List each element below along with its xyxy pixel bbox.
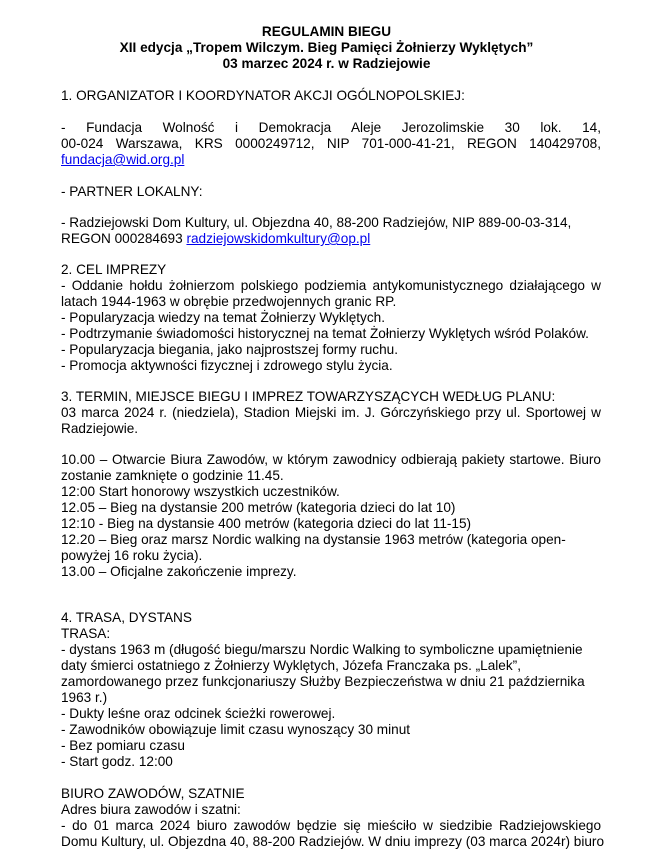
goal-line-3: - Popularyzacja wiedzy na temat Żołnierzy Wyklętych. <box>61 310 385 325</box>
section-1-heading: 1. ORGANIZATOR I KOORDYNATOR AKCJI OGÓLNOPOLSKIEJ: <box>61 88 465 103</box>
goal-line-5: - Popularyzacja biegania, jako najprostszej formy ruchu. <box>61 342 398 357</box>
partner-email-link[interactable]: radziejowskidomkultury@op.pl <box>186 231 371 246</box>
partner-line-2 <box>61 231 370 247</box>
schedule-line-2: zostanie zamknięte o godzinie 11.45. <box>61 468 284 483</box>
route-line-2: daty śmierci ostatniego z Żołnierzy Wyklętych, Józefa Franczaka ps. „Lalek”, <box>61 658 521 673</box>
goal-line-6: - Promocja aktywności fizycznej i zdrowego stylu życia. <box>61 358 393 373</box>
route-line-4: 1963 r.) <box>61 690 108 705</box>
schedule-line-7: powyżej 16 roku życia). <box>61 548 203 563</box>
route-line-1: - dystans 1963 m (długość biegu/marszu Nordic Walking to symboliczne upamiętnienie <box>61 642 583 657</box>
organizer-email-link[interactable]: fundacja@wid.org.pl <box>61 152 185 167</box>
date-place-line-1: 03 marca 2024 r. (niedziela), Stadion Miejski im. J. Górczyńskiego przy ul. Sportowej w <box>61 405 601 420</box>
organizer-email-line <box>61 152 184 168</box>
document-subtitle: XII edycja „Tropem Wilczym. Bieg Pamięci Żołnierzy Wyklętych” <box>119 40 534 55</box>
route-line-3: zamordowanego przez funkcjonariuszy Służby Bezpieczeństwa w dniu 21 października <box>61 674 585 689</box>
schedule-line-6: 12.20 – Bieg oraz marsz Nordic walking na dystansie 1963 metrów (kategoria open- <box>61 532 566 547</box>
goal-line-2: latach 1944-1963 w obrębie przedwojennych granic RP. <box>61 294 397 309</box>
schedule-line-3: 12:00 Start honorowy wszystkich uczestników. <box>61 484 340 499</box>
partner-regon: REGON 000284693 <box>61 231 183 246</box>
route-line-7: - Bez pomiaru czasu <box>61 738 185 753</box>
office-line-2: - do 01 marca 2024 biuro zawodów będzie się mieściło w siedzibie Radziejowskiego <box>61 818 601 833</box>
schedule-line-8: 13.00 – Oficjalne zakończenie imprezy. <box>61 564 297 579</box>
schedule-line-5: 12:10 - Bieg na dystansie 400 metrów (kategoria dzieci do lat 11-15) <box>61 516 472 531</box>
organizer-line-1: - Fundacja Wolność i Demokracja Aleje Jerozolimskie 30 lok. 14, <box>61 120 601 135</box>
route-line-5: - Dukty leśne oraz odcinek ścieżki rowerowej. <box>61 706 336 721</box>
section-3-heading: 3. TERMIN, MIEJSCE BIEGU I IMPREZ TOWARZYSZĄCYCH WEDŁUG PLANU: <box>61 389 556 404</box>
section-4-heading: 4. TRASA, DYSTANS <box>61 610 192 625</box>
schedule-line-4: 12.05 – Bieg na dystansie 200 metrów (kategoria dzieci do lat 10) <box>61 500 456 515</box>
route-line-8: - Start godz. 12:00 <box>61 754 173 769</box>
section-2-heading: 2. CEL IMPREZY <box>61 262 167 277</box>
partner-heading: - PARTNER LOKALNY: <box>61 184 203 199</box>
goal-line-4: - Podtrzymanie świadomości historycznej na temat Żołnierzy Wyklętych wśród Polaków. <box>61 326 589 341</box>
date-place-line-2: Radziejowie. <box>61 421 139 436</box>
schedule-line-1: 10.00 – Otwarcie Biura Zawodów, w którym zawodnicy odbierają pakiety startowe. Biuro <box>61 452 601 467</box>
route-subheading: TRASA: <box>61 626 111 641</box>
office-line-1: Adres biura zawodów i szatni: <box>61 802 241 817</box>
office-line-3: Domu Kultury, ul. Objezdna 40, 88-200 Radziejów. W dniu imprezy (03 marca 2024r) biuro <box>61 834 604 849</box>
partner-line-1: - Radziejowski Dom Kultury, ul. Objezdna 40, 88-200 Radziejów, NIP 889-00-03-314, <box>61 215 572 230</box>
document-title: REGULAMIN BIEGU <box>261 24 392 39</box>
organizer-line-2: 00-024 Warszawa, KRS 0000249712, NIP 701-000-41-21, REGON 140429708, <box>61 136 601 151</box>
goal-line-1: - Oddanie hołdu żołnierzom polskiego podziemia antykomunistycznego działającego w <box>61 278 601 293</box>
route-line-6: - Zawodników obowiązuje limit czasu wynoszący 30 minut <box>61 722 411 737</box>
document-date-place: 03 marzec 2024 r. w Radziejowie <box>222 56 431 71</box>
section-5-heading: BIURO ZAWODÓW, SZATNIE <box>61 786 245 801</box>
